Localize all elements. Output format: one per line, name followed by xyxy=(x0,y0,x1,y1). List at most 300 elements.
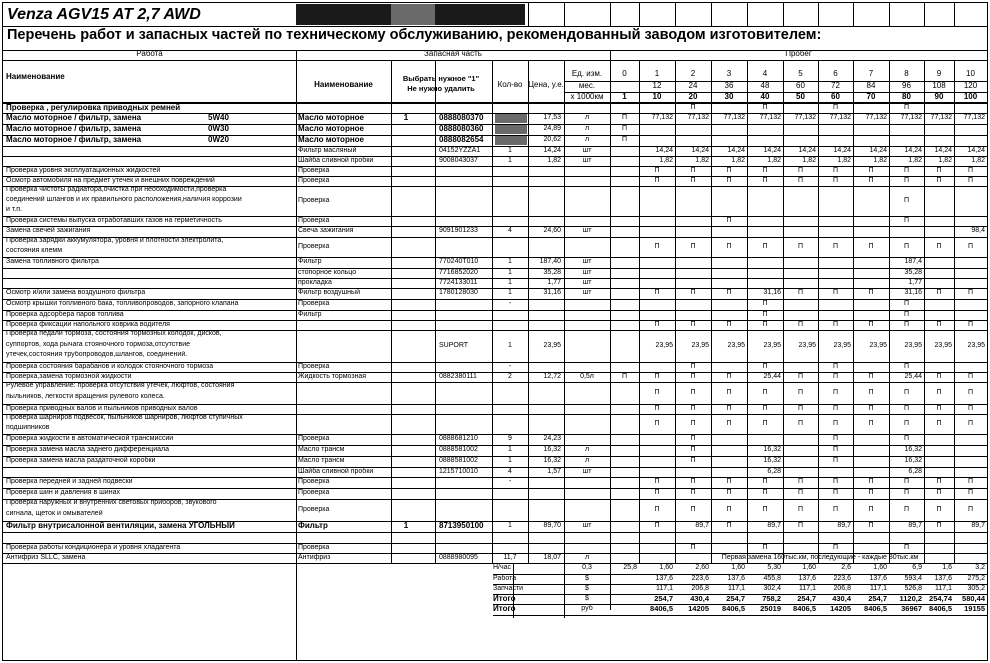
mileage-cell: П xyxy=(936,176,942,184)
select-flag[interactable]: 1 xyxy=(403,522,409,530)
mileage-cell: П xyxy=(868,289,874,296)
mileage-cell: П xyxy=(903,176,910,184)
mileage-cell: П xyxy=(726,320,732,328)
work-name: сигнала, щеток и омывателей xyxy=(6,510,103,517)
part-name: Масло транcм xyxy=(298,446,345,453)
totals-divider xyxy=(493,615,987,616)
totals-value: 8406,5 xyxy=(793,605,816,613)
mileage-cell: 89,7 xyxy=(971,522,985,529)
oil-grade: 5W40 xyxy=(208,114,229,122)
mileage-cell: 14,24 xyxy=(763,146,781,154)
mileage-cell: П xyxy=(690,489,696,496)
totals-value: 430,4 xyxy=(690,594,709,603)
totals-value: 137,6 xyxy=(727,574,745,582)
part-price: 14,24 xyxy=(543,146,561,154)
work-name: Проверка жидкости в автоматической трансмиссии xyxy=(6,435,174,442)
mileage-cell: П xyxy=(903,310,910,318)
qty-shade xyxy=(495,114,527,123)
part-price: 18,07 xyxy=(543,553,561,561)
service-number: 8 xyxy=(904,70,909,78)
mileage-cell: 89,7 xyxy=(837,522,851,529)
part-unit: шт xyxy=(582,156,592,164)
mileage-cell: П xyxy=(868,404,874,412)
part-name: Фильтр воздушный xyxy=(298,289,360,296)
mileage-cell: П xyxy=(690,419,696,427)
service-km: 50 xyxy=(796,93,805,101)
mileage-cell: П xyxy=(762,388,768,396)
part-name: Масло моторное xyxy=(298,136,364,144)
part-name: Масло транcм xyxy=(298,457,345,464)
mileage-cell: 77,132 xyxy=(865,114,887,121)
mileage-cell: П xyxy=(690,176,696,184)
mileage-cell: 23,95 xyxy=(763,341,781,349)
work-name: Масло моторное / фильтр, замена xyxy=(6,114,142,122)
work-name: Осмотр автомобиля на предмет утечек и внешних повреждений xyxy=(6,176,215,184)
totals-label: Работа xyxy=(493,574,517,582)
totals-value: 275,2 xyxy=(967,574,985,582)
col-mileage-header: Пробег xyxy=(785,50,812,58)
mileage-cell: 14,24 xyxy=(798,146,816,154)
part-qty: 4 xyxy=(508,227,512,234)
part-price: 12,72 xyxy=(543,372,561,380)
mileage-cell: П xyxy=(726,176,732,184)
totals-value: 8406,5 xyxy=(864,605,887,613)
mileage-cell: П xyxy=(936,242,942,250)
mileage-cell: 1,82 xyxy=(731,156,745,164)
mileage-cell: П xyxy=(832,320,839,328)
part-unit: шт xyxy=(582,522,592,529)
mileage-cell: П xyxy=(726,216,732,224)
mileage-cell: П xyxy=(832,457,839,464)
mileage-cell: П xyxy=(690,543,696,551)
mileage-cell: П xyxy=(936,289,942,296)
mileage-cell: 14,24 xyxy=(833,146,851,154)
part-number: 9091901233 xyxy=(439,227,478,234)
mileage-cell: П xyxy=(690,446,696,453)
work-name: Проверка наружных и внутренних световых приборов, звукового xyxy=(6,499,217,506)
grid-line xyxy=(747,3,748,26)
mileage-cell: П xyxy=(762,310,768,318)
mileage-cell: 1,82 xyxy=(837,156,851,164)
part-name: Фильтр xyxy=(298,258,322,265)
mileage-cell: П xyxy=(832,362,839,370)
totals-value: 117,1 xyxy=(935,584,952,592)
mileage-cell: П xyxy=(797,505,804,513)
mileage-cell: П xyxy=(726,505,732,513)
mileage-cell: П xyxy=(797,478,804,485)
mileage-cell: П xyxy=(797,176,804,184)
mileage-cell: 77,132 xyxy=(759,114,781,121)
mileage-cell: П xyxy=(690,320,696,328)
part-number: 770240T010 xyxy=(439,258,479,265)
work-name: и т.п. xyxy=(6,206,22,213)
mileage-cell: П xyxy=(832,289,839,296)
part-price: 17,53 xyxy=(543,114,561,121)
part-price: 187,40 xyxy=(539,258,561,265)
model-banner-dark xyxy=(435,4,525,25)
mileage-cell: П xyxy=(936,166,942,174)
grid-line xyxy=(889,3,890,26)
mileage-cell: П xyxy=(726,242,732,250)
mileage-cell: П xyxy=(726,166,732,174)
mileage-cell: 14,24 xyxy=(727,146,745,154)
part-number: 04152YZZA1 xyxy=(439,146,481,154)
work-name: Масло моторное / фильтр, замена xyxy=(6,136,142,144)
grid-line xyxy=(818,60,819,564)
part-number: 9008043037 xyxy=(439,156,478,164)
mileage-cell: 23,95 xyxy=(691,341,709,349)
work-name: Проверка,замена тормозной жидкости xyxy=(6,372,132,380)
mileage-cell: П xyxy=(654,289,660,296)
part-price: 31,16 xyxy=(543,289,561,296)
row-divider xyxy=(3,532,987,533)
service-number: 9 xyxy=(936,70,942,78)
part-unit: шт xyxy=(582,146,592,154)
note: Первая замена 160тыс.км, последующие - каждые 80тыс.км xyxy=(721,553,919,561)
totals-unit: руб xyxy=(581,605,593,612)
grid-line xyxy=(711,3,712,26)
mileage-cell: П xyxy=(726,289,732,296)
mileage-cell: П xyxy=(903,216,910,224)
totals-value: 1,60 xyxy=(659,564,673,571)
part-name: Фильтр масляный xyxy=(298,146,357,154)
part-qty: 1 xyxy=(508,341,512,349)
part-unit: л xyxy=(584,457,590,464)
mileage-cell: П xyxy=(762,300,768,307)
part-name: Проверка xyxy=(298,216,330,224)
service-km: 30 xyxy=(724,93,734,101)
work-name: Проверка состояния барабанов и колодок стояночного тормоза xyxy=(6,362,214,370)
part-price: 20,62 xyxy=(543,136,561,143)
mileage-cell: П xyxy=(654,522,660,529)
totals-value: 254,7 xyxy=(797,594,816,603)
mileage-cell: П xyxy=(726,478,732,485)
work-name: Масло моторное / фильтр, замена xyxy=(6,125,142,133)
totals-value: 254,74 xyxy=(929,594,952,603)
totals-unit: 0,3 xyxy=(582,564,592,571)
service-number: 4 xyxy=(762,70,768,78)
part-qty: 4 xyxy=(508,467,512,475)
mileage-cell: П xyxy=(832,404,839,412)
mileage-cell: П xyxy=(797,522,804,529)
mileage-cell: П xyxy=(903,166,910,174)
grid-line xyxy=(3,60,987,61)
totals-value: 137,6 xyxy=(869,574,887,582)
mileage-cell: 23,95 xyxy=(869,341,887,349)
col-unit-months: мес. xyxy=(578,82,596,90)
work-name: Замена свечей зажигания xyxy=(6,227,91,234)
part-qty: 1 xyxy=(508,457,512,464)
col-name2-header: Наименование xyxy=(314,81,373,89)
work-name: утечек,состояния трубопроводов,шлангов, соединений. xyxy=(6,351,188,359)
totals-value: 5,30 xyxy=(767,564,781,571)
grid-line xyxy=(675,3,676,26)
work-name: Проверка чистоты радиатора,очистка при необходимости,проверка xyxy=(6,186,227,193)
col-name1-header: Наименование xyxy=(6,73,65,81)
totals-unit: $ xyxy=(585,584,589,592)
part-number: SUPORT xyxy=(439,341,469,349)
part-name: Шайба сливной пробки xyxy=(298,467,374,475)
part-unit: л xyxy=(584,446,590,453)
mileage-cell: П xyxy=(903,242,910,250)
mileage-cell: П xyxy=(868,505,874,513)
part-number: 0882380111 xyxy=(439,372,477,380)
mileage-cell: П xyxy=(726,388,732,396)
mileage-cell: П xyxy=(903,196,910,204)
mileage-cell: П xyxy=(690,289,696,296)
mileage-cell: П xyxy=(967,419,974,427)
totals-label: Запчасти xyxy=(493,584,524,592)
totals-value: 8406,5 xyxy=(722,605,745,613)
mileage-cell: 77,132 xyxy=(651,114,673,121)
work-name: пыльников, легкости вращения рулевого колеса. xyxy=(6,393,165,400)
grid-line xyxy=(954,3,955,26)
part-unit: л xyxy=(584,553,590,561)
grid-line xyxy=(783,60,784,564)
header-divider xyxy=(3,26,987,27)
mileage-cell: 16,32 xyxy=(904,446,922,453)
totals-value: 526,8 xyxy=(904,584,922,592)
totals-unit: $ xyxy=(585,594,589,602)
totals-value: 580,44 xyxy=(962,594,985,603)
mileage-cell: П xyxy=(832,419,839,427)
part-name: Проверка xyxy=(298,362,330,370)
service-months: 60 xyxy=(796,82,805,90)
mileage-cell: П xyxy=(762,320,768,328)
grid-line xyxy=(954,60,955,564)
part-qty: 1 xyxy=(508,522,512,529)
part-name: Фильтр xyxy=(298,522,328,530)
mileage-cell: П xyxy=(868,242,874,250)
mileage-cell: П xyxy=(762,489,768,496)
part-number: 8713950100 xyxy=(439,522,484,530)
mileage-cell: 1,82 xyxy=(938,156,952,164)
work-name: Замена топливного фильтра xyxy=(6,258,99,265)
mileage-cell: П xyxy=(967,489,974,496)
col-spare-header: Запасная часть xyxy=(424,50,482,58)
totals-value: 1120,2 xyxy=(899,594,922,603)
mileage-cell: П xyxy=(903,478,910,485)
mileage-cell: П xyxy=(654,320,660,328)
totals-value: 19155 xyxy=(964,605,985,613)
mileage-cell: П xyxy=(967,388,974,396)
mileage-cell: П xyxy=(832,242,839,250)
mileage-cell: П xyxy=(797,289,804,296)
mileage-cell: П xyxy=(967,176,974,184)
part-number: 7724133011 xyxy=(439,278,478,286)
totals-value: 117,1 xyxy=(799,584,816,592)
mileage-cell: П xyxy=(903,543,910,551)
col-choose-header: Выбрать нужное "1" xyxy=(402,75,480,83)
service-months xyxy=(610,82,639,92)
mileage-cell: П xyxy=(797,242,804,250)
part-unit: шт xyxy=(582,268,592,276)
totals-value: 6,9 xyxy=(912,564,922,571)
work-name: Проверка системы выпуска отработавших газов на герметичность xyxy=(6,216,222,224)
mileage-cell: П xyxy=(936,489,942,496)
service-months: 12 xyxy=(652,82,662,90)
work-name: Осмотр и/или замена воздушного фильтра xyxy=(6,289,146,296)
service-km: 40 xyxy=(760,93,770,101)
work-name: Проверка замена масла заднего дифференциала xyxy=(6,446,169,453)
work-name: Проверка адсорбера паров топлива xyxy=(6,310,124,318)
mileage-cell: 6,28 xyxy=(767,467,781,475)
service-number: 5 xyxy=(798,70,803,78)
mileage-cell: П xyxy=(903,300,910,307)
service-months: 36 xyxy=(724,82,734,90)
work-name: Рулевое управление: проверка отсутствия утечек, люфтов, состояния xyxy=(6,382,235,389)
part-unit: шт xyxy=(582,258,592,265)
mileage-cell: 14,24 xyxy=(904,146,922,154)
service-km: 80 xyxy=(902,93,911,101)
grid-line xyxy=(528,60,529,564)
part-number: 0888581002 xyxy=(439,457,478,464)
service-months: 108 xyxy=(932,82,946,90)
mileage-cell: П xyxy=(762,404,768,412)
mileage-cell: 1,82 xyxy=(767,156,781,164)
mileage-cell: 77,132 xyxy=(963,114,985,121)
mileage-cell: П xyxy=(936,404,942,412)
part-qty: - xyxy=(508,362,512,370)
mileage-cell: 35,28 xyxy=(904,268,922,276)
mileage-cell: П xyxy=(903,104,910,111)
qty-shade xyxy=(495,125,527,134)
mileage-cell: 14,24 xyxy=(934,146,952,154)
mileage-cell: П xyxy=(726,522,732,529)
mileage-cell: П xyxy=(654,419,660,427)
totals-value: 223,6 xyxy=(833,574,851,582)
service-months: 84 xyxy=(866,82,876,90)
totals-value: 137,6 xyxy=(655,574,673,582)
work-name: Проверка шин и давления в шинах xyxy=(6,489,120,496)
totals-value: 117,1 xyxy=(870,584,887,592)
part-price: 24,89 xyxy=(543,125,561,132)
page-title: Перечень работ и запасных частей по техническому обслуживанию, рекомендованный заводом изготовителем: xyxy=(7,28,822,43)
mileage-cell: П xyxy=(832,505,839,513)
part-price: 24,60 xyxy=(543,227,561,234)
select-flag[interactable]: 1 xyxy=(403,114,409,122)
mileage-cell: 77,132 xyxy=(723,114,745,121)
grid-line xyxy=(296,50,297,661)
mileage-cell: 77,132 xyxy=(930,114,952,121)
mileage-cell: 23,95 xyxy=(833,341,851,349)
mileage-cell: 6,28 xyxy=(908,467,922,475)
mileage-cell: П xyxy=(762,104,768,111)
mileage-cell: П xyxy=(621,372,628,380)
totals-value: 223,6 xyxy=(691,574,709,582)
part-number: 0888080370 xyxy=(439,114,484,122)
mileage-cell: П xyxy=(868,419,874,427)
mileage-cell: П xyxy=(654,478,660,485)
col-price-header: Цена, у.е. xyxy=(528,81,564,89)
part-number: 0888080360 xyxy=(439,125,484,133)
grid-line xyxy=(853,3,854,26)
mileage-cell: П xyxy=(903,404,910,412)
mileage-cell: П xyxy=(832,166,839,174)
mileage-cell: П xyxy=(690,505,696,513)
mileage-cell: П xyxy=(967,166,974,174)
vehicle-model: Venza AGV15 AT 2,7 AWD xyxy=(7,6,201,23)
mileage-cell: П xyxy=(967,320,974,328)
mileage-cell: П xyxy=(654,242,660,250)
totals-value: 8406,5 xyxy=(929,605,952,613)
grid-line xyxy=(711,60,712,564)
part-qty: 9 xyxy=(508,435,512,442)
grid-line xyxy=(783,3,784,26)
part-qty: 1 xyxy=(508,268,512,276)
part-price: 89,70 xyxy=(543,522,561,529)
part-qty: 1 xyxy=(508,446,512,453)
mileage-cell: 1,82 xyxy=(695,156,709,164)
mileage-cell: П xyxy=(967,505,974,513)
work-name: Антифриз SLLC, замена xyxy=(6,553,86,561)
grid-line xyxy=(818,3,819,26)
part-price: 23,95 xyxy=(543,341,561,349)
work-name: Проверка зарядки аккумулятора, уровня и плотности электролита, xyxy=(6,237,224,244)
mileage-cell: П xyxy=(903,505,910,513)
col-work-header: Работа xyxy=(136,50,163,58)
mileage-cell: 23,95 xyxy=(904,341,922,349)
grid-line xyxy=(853,60,854,564)
part-number: 0888980095 xyxy=(439,553,478,561)
totals-value: 1,60 xyxy=(802,564,816,571)
work-name: Осмотр крышки топливного бака, топливопроводов, запорного клапана xyxy=(6,300,239,307)
mileage-cell: П xyxy=(690,104,696,111)
totals-value: 206,8 xyxy=(833,584,851,592)
mileage-cell: П xyxy=(832,176,839,184)
mileage-cell: П xyxy=(690,457,696,464)
grid-line xyxy=(564,3,565,26)
mileage-cell: П xyxy=(797,419,804,427)
mileage-cell: П xyxy=(868,320,874,328)
work-name: суппортов, хода рычага стояночного тормоза,отсутствие xyxy=(6,340,190,348)
mileage-cell: 1,82 xyxy=(802,156,816,164)
mileage-cell: П xyxy=(621,114,628,121)
mileage-cell: П xyxy=(654,176,660,184)
mileage-cell: П xyxy=(868,176,874,184)
mileage-cell: П xyxy=(797,166,804,174)
part-number: 0888082654 xyxy=(439,136,484,144)
col-choose-header-2: Не нужно удалить xyxy=(407,85,475,93)
mileage-cell: 25,44 xyxy=(904,372,922,380)
part-unit: 0,5л xyxy=(580,372,594,380)
qty-shade xyxy=(495,136,527,145)
part-name: прокладка xyxy=(298,278,332,286)
mileage-cell: П xyxy=(797,489,804,496)
service-months: 24 xyxy=(688,82,698,90)
totals-value: 593,4 xyxy=(904,574,922,582)
totals-value: 430,4 xyxy=(832,594,851,603)
service-number: 6 xyxy=(833,70,838,78)
work-name: Проверка шарниров подвесок, пыльников шарниров, люфтов ступичных xyxy=(6,414,243,421)
totals-value: 302,4 xyxy=(763,584,781,592)
service-number: 3 xyxy=(726,70,732,78)
part-name: Проверка xyxy=(298,489,330,496)
totals-value: 1,60 xyxy=(731,564,745,571)
totals-value: 1,6 xyxy=(942,564,952,571)
mileage-cell: П xyxy=(762,478,768,485)
service-km: 90 xyxy=(934,93,944,101)
mileage-cell: П xyxy=(903,419,910,427)
totals-value: 254,7 xyxy=(726,594,745,603)
oil-grade: 0W30 xyxy=(208,125,229,133)
mileage-cell: П xyxy=(726,489,732,496)
mileage-cell: П xyxy=(726,419,732,427)
mileage-cell: П xyxy=(726,372,732,380)
part-name: Проверка xyxy=(298,478,330,485)
totals-value: 25,8 xyxy=(623,564,637,571)
totals-value: 254,7 xyxy=(868,594,887,603)
